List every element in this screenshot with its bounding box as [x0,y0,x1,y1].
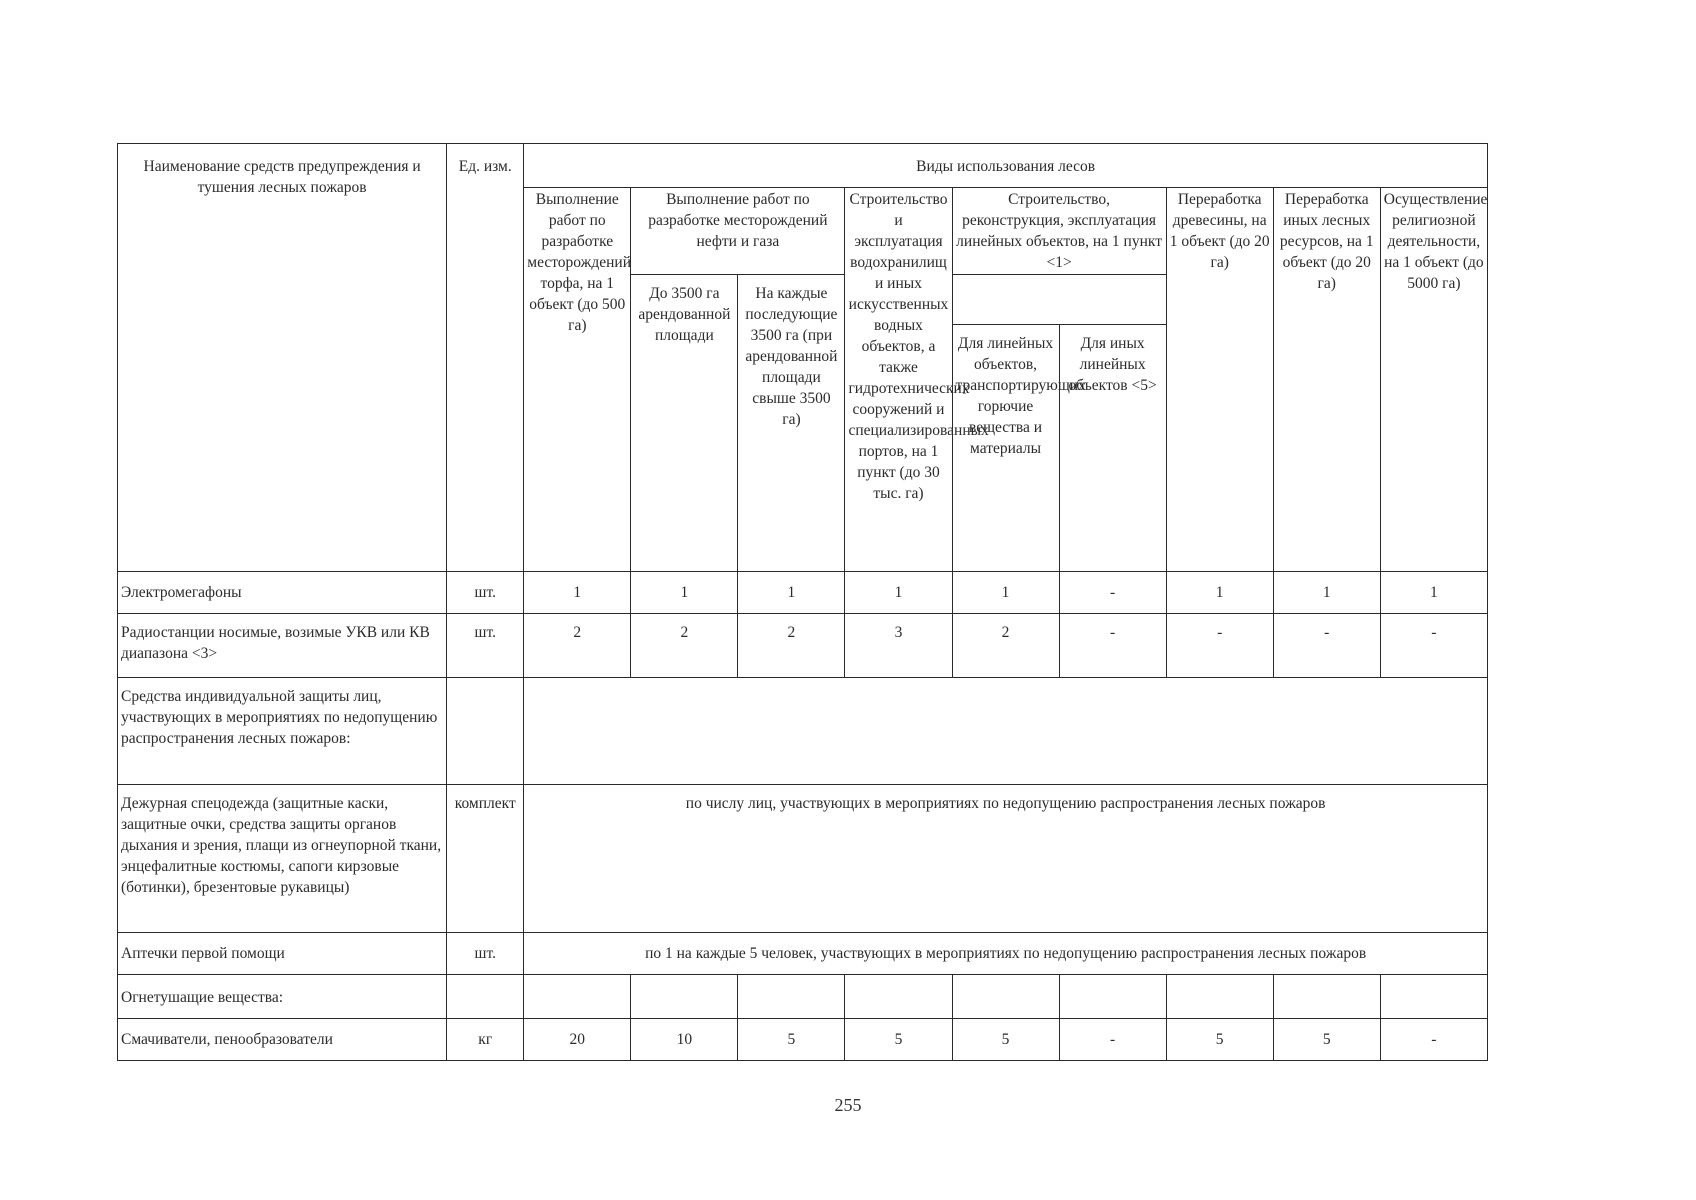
row-name: Дежурная спецодежда (защитные каски, защитные очки, средства защиты органов дыхания и зрения, плащи из огнеупорной ткани, энцефалитные костюмы, сапоги кирзовые (ботинки), брезентовые рукавицы) [118,785,447,933]
cell-empty [631,975,738,1019]
forest-fire-equipment-table [117,143,1488,1061]
cell-value: 2 [952,614,1059,678]
row-name: Электромегафоны [118,572,447,614]
row-unit: кг [447,1019,524,1061]
cell-value: 1 [1380,572,1487,614]
cell-value: 2 [631,614,738,678]
cell-value: - [1380,1019,1487,1061]
table-row [118,1019,1488,1061]
table-row [118,572,1488,614]
cell-value: - [1380,614,1487,678]
header-religious: Осуществление религиозной деятельности, на 1 объект (до 5000 га) [1380,188,1487,572]
cell-value: - [1273,614,1380,678]
cell-value: 5 [1273,1019,1380,1061]
cell-value: 5 [1166,1019,1273,1061]
cell-empty [952,975,1059,1019]
cell-empty [1059,975,1166,1019]
header-oil-gas-group: Выполнение работ по разработке месторождений нефти и газа [631,188,845,275]
row-name: Смачиватели, пенообразователи [118,1019,447,1061]
row-unit: шт. [447,614,524,678]
cell-empty [524,975,631,1019]
header-name-column: Наименование средств предупреждения и тушения лесных пожаров [118,144,447,572]
cell-value: 20 [524,1019,631,1061]
cell-empty [1166,975,1273,1019]
row-unit: комплект [447,785,524,933]
table-row [118,614,1488,678]
cell-empty [1273,975,1380,1019]
cell-value: 2 [738,614,845,678]
header-types-group: Виды использования лесов [524,144,1488,188]
cell-value: 5 [845,1019,952,1061]
cell-value: 10 [631,1019,738,1061]
row-name: Аптечки первой помощи [118,933,447,975]
header-unit-column: Ед. изм. [447,144,524,572]
table-row [118,785,1488,933]
header-oil-gas-first: До 3500 га арендованной площади [631,275,738,572]
header-other-resources: Переработка иных лесных ресурсов, на 1 объект (до 20 га) [1273,188,1380,572]
cell-empty [447,975,524,1019]
row-name: Средства индивидуальной защиты лиц, участвующих в мероприятиях по недопущению распространения лесных пожаров: [118,678,447,785]
row-unit-empty [447,678,524,785]
header-water-objects: Строительство и эксплуатация водохранилищ и иных искусственных водных объектов, а также гидротехнических сооружений и специализированных портов, на 1 пункт (до 30 тыс. га) [845,188,952,572]
page-number: 255 [834,1095,862,1115]
row-span-text: по 1 на каждые 5 человек, участвующих в мероприятиях по недопущению распространения лесных пожаров [524,933,1488,975]
header-linear-other: Для иных линейных объектов <5> [1059,325,1166,572]
cell-value: - [1166,614,1273,678]
cell-value: 5 [952,1019,1059,1061]
header-oil-gas-next: На каждые последующие 3500 га (при арендованной площади свыше 3500 га) [738,275,845,572]
cell-value: 1 [631,572,738,614]
cell-value: - [1059,1019,1166,1061]
cell-value: 3 [845,614,952,678]
cell-value: - [1059,572,1166,614]
header-wood-processing: Переработка древесины, на 1 объект (до 20 га) [1166,188,1273,572]
row-empty-span [524,678,1488,785]
header-linear-flammable: Для линейных объектов, транспортирующих горючие вещества и материалы [952,325,1059,572]
cell-empty [1380,975,1487,1019]
row-unit: шт. [447,933,524,975]
cell-value: 5 [738,1019,845,1061]
cell-value: 1 [1166,572,1273,614]
row-name: Огнетушащие вещества: [118,975,447,1019]
cell-value: 1 [524,572,631,614]
table-row [118,678,1488,785]
cell-value: 1 [1273,572,1380,614]
table-row [118,933,1488,975]
cell-empty [738,975,845,1019]
table-row [118,975,1488,1019]
row-span-text: по числу лиц, участвующих в мероприятиях по недопущению распространения лесных пожаров [524,785,1488,933]
row-unit: шт. [447,572,524,614]
header-linear-group: Строительство, реконструкция, эксплуатация линейных объектов, на 1 пункт <1> [952,188,1166,275]
cell-value: 1 [845,572,952,614]
cell-empty [845,975,952,1019]
cell-value: 2 [524,614,631,678]
header-peat: Выполнение работ по разработке месторождений торфа, на 1 объект (до 500 га) [524,188,631,572]
cell-value: - [1059,614,1166,678]
cell-value: 1 [952,572,1059,614]
cell-value: 1 [738,572,845,614]
row-name: Радиостанции носимые, возимые УКВ или КВ диапазона <3> [118,614,447,678]
